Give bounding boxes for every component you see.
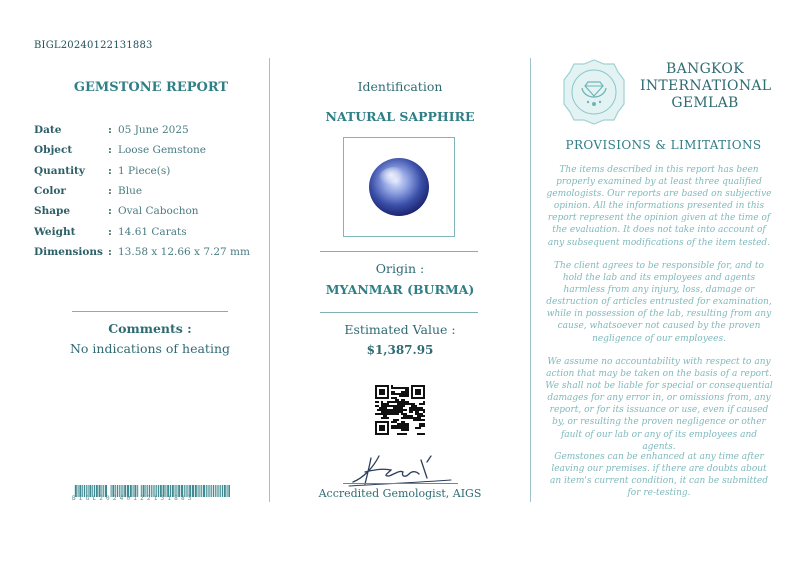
provisions-paragraph: The client agrees to be responsible for, and to hold the lab and its employees and agents harmless from any injury, loss, damage or destruction of articles entrusted for examination, while in possession of the lab, resulting from any cause, whatsoever not caused by the proven negligence of our employees.: [546, 261, 772, 344]
detail-row-dimensions: [34, 242, 269, 262]
lab-name: [640, 61, 770, 112]
comments-text: No indications of heating: [69, 341, 231, 356]
detail-row-date: [34, 120, 269, 140]
lab-name-line: INTERNATIONAL: [640, 78, 772, 94]
detail-row-weight: [34, 221, 269, 241]
comments-title: Comments :: [108, 321, 192, 336]
provisions-paragraph: We assume no accountability with respect to any action that may be taken on the basis of a report. We shall not be liable for special or consequential damages for any error in, or omissions from, any report, or for its issuance or use, even if caused by, or resulting the proven negligence or other fault of our lab or any of its employees and agents.: [545, 357, 773, 452]
detail-separator: :: [108, 245, 112, 258]
detail-label: Dimensions: [34, 245, 103, 258]
detail-value: 1 Piece(s): [118, 164, 171, 177]
provisions-paragraph: The items described in this report has been properly examined by at least three qualified gemologists. Our reports are based on subjective opinion. All the informations presented in this report represent the opinion given at the time of the evaluation. It does not take into account of any subsequent modifications of the item tested.: [546, 165, 772, 248]
detail-value: 05 June 2025: [118, 124, 189, 137]
detail-separator: :: [108, 164, 112, 177]
column-divider-left: [269, 58, 270, 502]
origin-divider: [320, 251, 478, 252]
detail-separator: :: [108, 205, 112, 218]
identification-label: Identification: [357, 79, 443, 94]
lab-name-line: GEMLAB: [671, 95, 739, 111]
detail-row-color: [34, 181, 269, 201]
estimated-value-label: Estimated Value :: [344, 322, 456, 337]
lab-name-line: BANGKOK: [666, 61, 744, 77]
detail-label: Quantity: [34, 164, 86, 177]
report-title: GEMSTONE REPORT: [73, 80, 229, 95]
detail-label: Object: [34, 144, 73, 157]
detail-value: Loose Gemstone: [118, 144, 207, 157]
detail-row-quantity: [34, 161, 269, 181]
detail-separator: :: [108, 124, 112, 137]
origin-value: MYANMAR (BURMA): [325, 282, 475, 297]
detail-row-object: [34, 140, 269, 160]
qr-code-icon: [375, 385, 425, 435]
detail-label: Shape: [34, 205, 71, 218]
detail-label: Color: [34, 185, 66, 198]
value-divider: [320, 312, 478, 313]
detail-label: Date: [34, 124, 62, 137]
detail-separator: :: [108, 225, 112, 238]
detail-value: 14.61 Carats: [118, 225, 187, 238]
detail-row-shape: [34, 201, 269, 221]
report-number: BIGL20240122131883: [34, 40, 153, 51]
detail-value: 13.58 x 12.66 x 7.27 mm: [118, 245, 250, 258]
column-divider-right: [530, 58, 531, 502]
signature-line: [343, 483, 458, 484]
detail-separator: :: [108, 144, 112, 157]
comments-divider: [72, 311, 228, 312]
gemstone-photo-frame: [343, 137, 455, 237]
gemlab-logo-icon: [560, 58, 628, 126]
detail-separator: :: [108, 185, 112, 198]
estimated-value: $1,387.95: [366, 343, 434, 357]
identification-value: NATURAL SAPPHIRE: [325, 109, 475, 124]
provisions-paragraph: Gemstones can be enhanced at any time after leaving our premises. if there are doubts about an item's current condition, it can be submitted for re-testing.: [550, 452, 768, 499]
details-table: [34, 120, 269, 262]
provisions-title: PROVISIONS & LIMITATIONS: [565, 138, 762, 152]
accreditation: Accredited Gemologist, AIGS: [318, 487, 482, 500]
barcode-text: BIGL20240122131883: [72, 495, 195, 502]
gemstone-photo: [344, 138, 454, 236]
detail-value: Blue: [118, 185, 143, 198]
origin-label: Origin :: [375, 261, 425, 276]
detail-label: Weight: [34, 225, 76, 238]
detail-value: Oval Cabochon: [118, 205, 199, 218]
